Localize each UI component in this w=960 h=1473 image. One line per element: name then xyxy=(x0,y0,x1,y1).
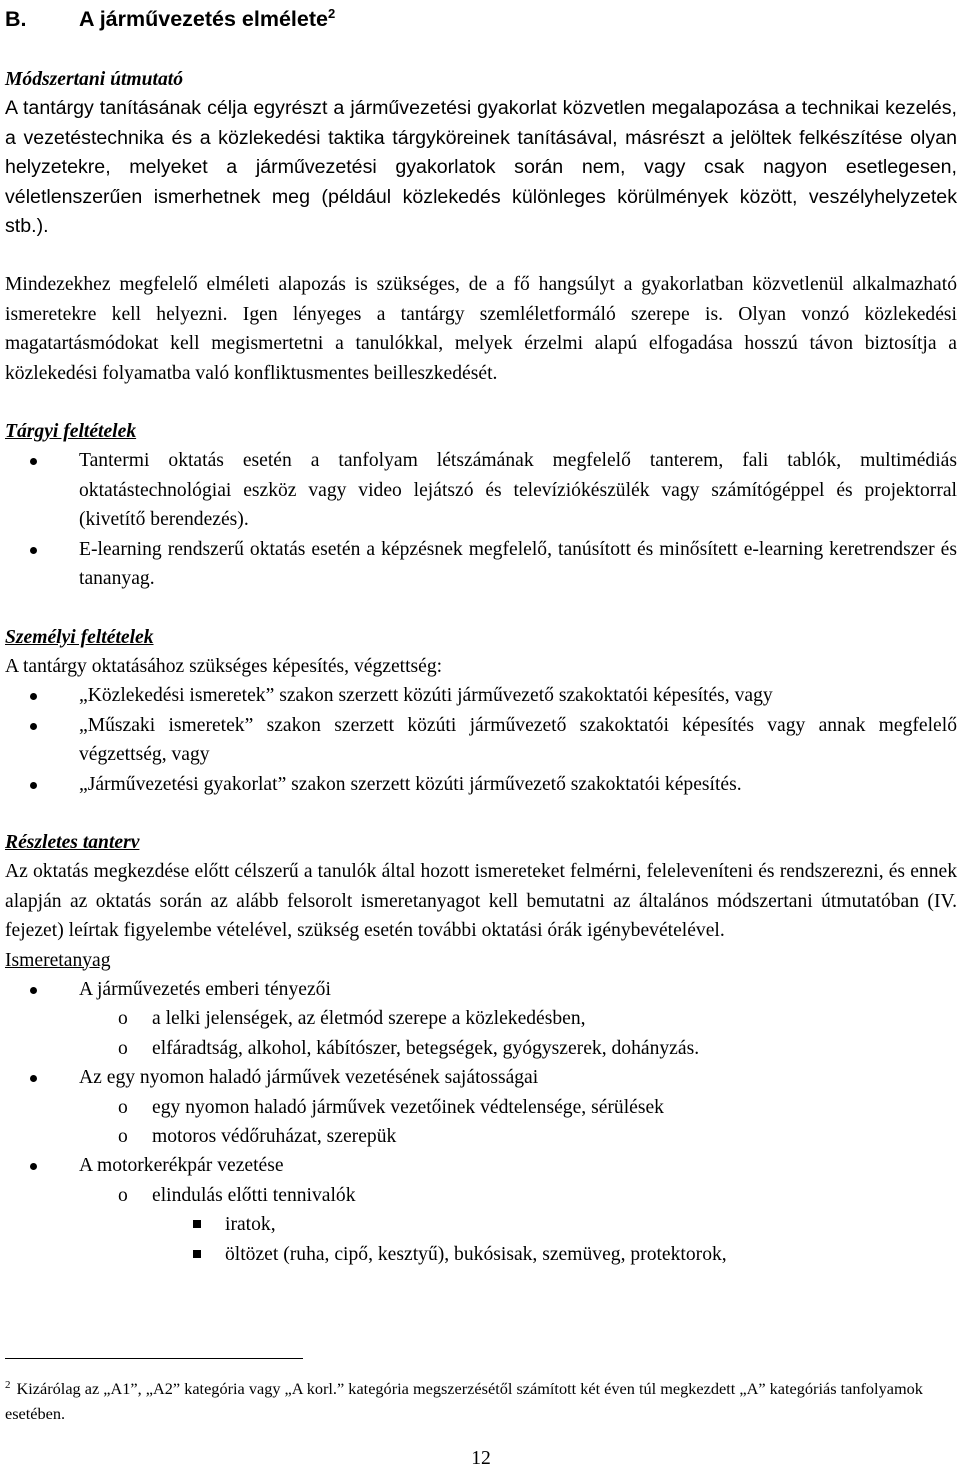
subtopic-item: o a lelki jelenségek, az életmód szerepe a közlekedésben, xyxy=(5,1004,957,1033)
page-number: 12 xyxy=(471,1448,491,1469)
footnote-ref: 2 xyxy=(327,6,336,21)
personal-list xyxy=(5,681,957,799)
list-item: Tantermi oktatás esetén a tanfolyam létszámának megfelelő tanterem, fali tablók, multimédiás oktatástechnológiai eszköz vagy video lejátszó és televíziókészülék vagy számítógéppel és projektorral (kivetítő berendezés). xyxy=(5,446,957,534)
section-title-material: Tárgyi feltételek xyxy=(5,421,137,443)
footnote-divider xyxy=(5,1358,303,1359)
document-page xyxy=(5,0,957,1469)
subtopic-item: o motoros védőruházat, szerepük xyxy=(5,1122,957,1151)
footnote-number: 2 xyxy=(5,1379,11,1391)
topic-item: A járművezetés emberi tényezői xyxy=(5,975,957,1004)
list-item: „Közlekedési ismeretek” szakon szerzett közúti járművezető szakoktatói képesítés, vagy xyxy=(5,681,957,710)
footnote xyxy=(5,1373,957,1426)
curriculum-paragraph: Az oktatás megkezdése előtt célszerű a tanulók által hozott ismereteket felmérni, feleleveníteni és rendszerezni, és ennek alapján az oktatás során az alább felsorolt ismeretanyagot kell bemutatni az általános módszertani útmutatóban (IV. fejezet) leírtak figyelembe vételével, szükség esetén további oktatási órák igénybevételével. xyxy=(5,861,957,942)
subtopic-item: o elindulás előtti tennivalók xyxy=(5,1181,957,1210)
subsubtopic-item: öltözet (ruha, cipő, kesztyű), bukósisak, szemüveg, protektorok, xyxy=(5,1240,957,1269)
section-title-knowledge: Ismeretanyag xyxy=(5,949,111,971)
topic-item: Az egy nyomon haladó járművek vezetésének sajátosságai xyxy=(5,1063,957,1092)
list-item: „Műszaki ismeretek” szakon szerzett közúti járművezető szakoktatói képesítés vagy annak megfelelő végzettség, vagy xyxy=(5,711,957,770)
topic-item: A motorkerékpár vezetése xyxy=(5,1151,957,1180)
subsubtopic-item: iratok, xyxy=(5,1210,957,1239)
section-title-curriculum: Részletes tanterv xyxy=(5,831,140,853)
footnote-text: Kizárólag az „A1”, „A2” kategória vagy „A korl.” kategória megszerzésétől számított két éven túl megkezdett „A” kategóriás tanfolyamok esetében. xyxy=(5,1379,923,1423)
knowledge-list xyxy=(5,975,957,1269)
subtopic-item: o egy nyomon haladó járművek vezetőinek védtelensége, sérülések xyxy=(5,1093,957,1122)
list-item: „Járművezetési gyakorlat” szakon szerzett közúti járművezető szakoktatói képesítés. xyxy=(5,770,957,799)
section-title-personal: Személyi feltételek xyxy=(5,626,154,648)
subtopic-item: o elfáradtság, alkohol, kábítószer, betegségek, gyógyszerek, dohányzás. xyxy=(5,1034,957,1063)
chapter-label: B. xyxy=(5,7,27,31)
material-list xyxy=(5,446,957,593)
chapter-heading xyxy=(5,0,957,33)
chapter-title: A járművezetés elmélete xyxy=(79,7,328,31)
list-item: E-learning rendszerű oktatás esetén a képzésnek megfelelő, tanúsított és minősített e-learning keretrendszer és tananyag. xyxy=(5,535,957,594)
method-paragraph-2: Mindezekhez megfelelő elméleti alapozás is szükséges, de a fő hangsúlyt a gyakorlatban közvetlenül alkalmazható ismeretekre kell helyezni. Igen lényeges a tantárgy szemléletformáló szerepe is. Olyan vonzó közlekedési magatartásmódokat kell megismertetni a tanulókkal, melyek érzelmi alapú elfogadása hosszú távon biztosítja a közlekedési folyamatba való konfliktusmentes beilleszkedését. xyxy=(5,274,957,384)
section-title-method: Módszertani útmutató xyxy=(5,69,184,90)
method-paragraph-1: A tantárgy tanításának célja egyrészt a járművezetési gyakorlat közvetlen megalapozása a technikai kezelés, a vezetéstechnika és a közlekedési taktika tárgyköreinek tanításával, másrészt a jelöltek felkészítése olyan helyzetekre, melyeket a járművezetési gyakorlatok során nem, vagy csak nagyon esetlegesen, véletlenszerűen ismerhetnek meg (például közlekedés különleges körülmények között, veszélyhelyzetek stb.). xyxy=(5,97,957,238)
personal-intro: A tantárgy oktatásához szükséges képesítés, végzettség: xyxy=(5,655,443,677)
